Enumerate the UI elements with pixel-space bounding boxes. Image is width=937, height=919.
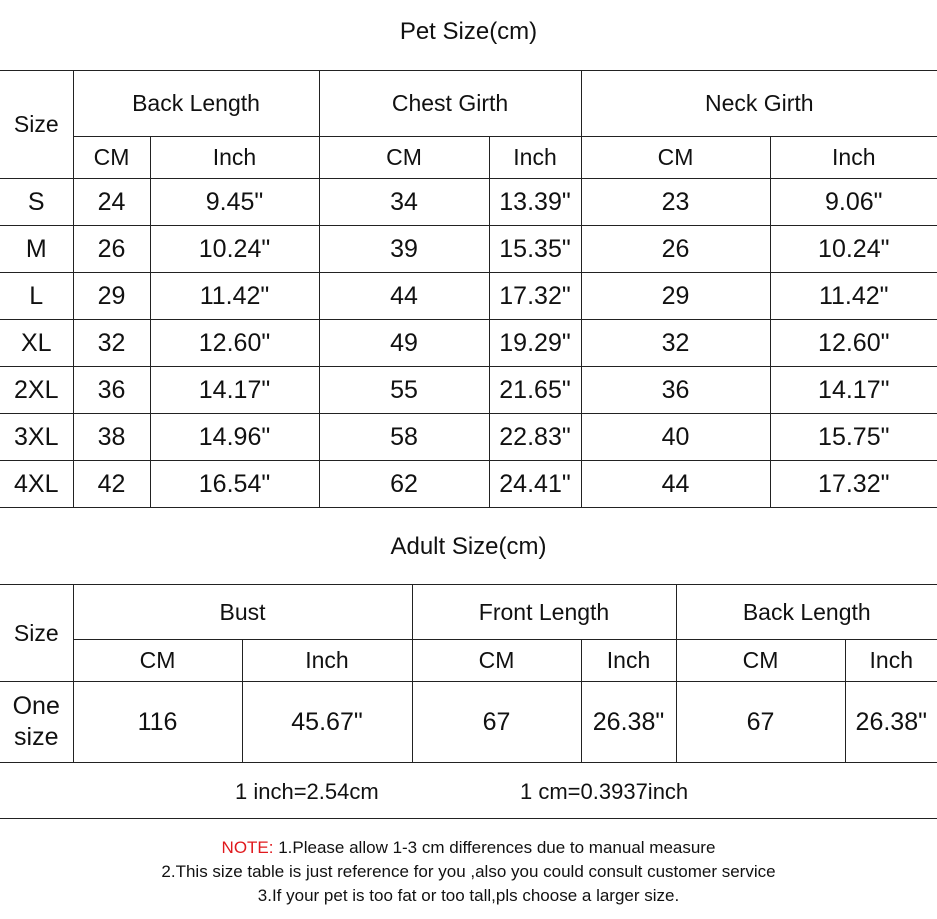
size-cell: XL (0, 320, 73, 367)
table-row (0, 179, 937, 226)
value-cell: 21.65" (489, 367, 581, 414)
value-cell: 58 (319, 414, 489, 461)
value-cell: 14.96" (150, 414, 319, 461)
pet-group-back-length: Back Length (73, 71, 319, 137)
value-cell: 11.42" (770, 273, 937, 320)
value-cell: 36 (73, 367, 150, 414)
cm-to-inch-text: 1 cm=0.3937inch (520, 779, 689, 804)
value-cell: 45.67" (242, 682, 412, 763)
value-cell: 40 (581, 414, 770, 461)
size-cell (0, 682, 73, 763)
pet-unit-inch: Inch (489, 137, 581, 179)
value-cell: 26.38" (581, 682, 676, 763)
value-cell: 26 (581, 226, 770, 273)
value-cell: 55 (319, 367, 489, 414)
adult-group-back-length: Back Length (676, 585, 937, 640)
table-row (0, 226, 937, 273)
value-cell: 26.38" (845, 682, 937, 763)
table-row (0, 367, 937, 414)
note-line-3: 3.If your pet is too fat or too tall,pls choose a larger size. (257, 886, 680, 905)
adult-size-header: Size (0, 585, 73, 682)
value-cell: 24.41" (489, 461, 581, 508)
adult-group-front-length: Front Length (412, 585, 676, 640)
table-row (0, 461, 937, 508)
value-cell: 44 (319, 273, 489, 320)
table-row (0, 320, 937, 367)
pet-unit-cm: CM (73, 137, 150, 179)
notes-block (0, 836, 937, 908)
pet-group-neck-girth: Neck Girth (581, 71, 937, 137)
value-cell: 9.45" (150, 179, 319, 226)
note-line-1 (0, 836, 937, 860)
value-cell: 17.32" (770, 461, 937, 508)
table-row (0, 414, 937, 461)
size-cell: L (0, 273, 73, 320)
value-cell: 32 (581, 320, 770, 367)
value-cell: 32 (73, 320, 150, 367)
adult-group-bust: Bust (73, 585, 412, 640)
value-cell: 10.24" (150, 226, 319, 273)
value-cell: 49 (319, 320, 489, 367)
table-row (0, 682, 937, 763)
adult-size-table (0, 584, 937, 763)
value-cell: 17.32" (489, 273, 581, 320)
value-cell: 14.17" (770, 367, 937, 414)
size-cell: 4XL (0, 461, 73, 508)
size-cell: 2XL (0, 367, 73, 414)
pet-group-header-row (0, 71, 937, 137)
pet-group-chest-girth: Chest Girth (319, 71, 581, 137)
adult-unit-cm: CM (73, 640, 242, 682)
value-cell: 12.60" (770, 320, 937, 367)
value-cell: 36 (581, 367, 770, 414)
note-line-1-text: 1.Please allow 1-3 cm differences due to manual measure (273, 838, 716, 857)
adult-unit-cm: CM (676, 640, 845, 682)
table-row (0, 273, 937, 320)
size-cell: S (0, 179, 73, 226)
value-cell: 15.75" (770, 414, 937, 461)
inch-to-cm-text: 1 inch=2.54cm (235, 779, 379, 804)
value-cell: 11.42" (150, 273, 319, 320)
value-cell: 19.29" (489, 320, 581, 367)
pet-unit-cm: CM (581, 137, 770, 179)
pet-size-header: Size (0, 71, 73, 179)
pet-size-table (0, 70, 937, 508)
value-cell: 26 (73, 226, 150, 273)
note-prefix: NOTE: (221, 838, 274, 857)
adult-unit-inch: Inch (581, 640, 676, 682)
adult-unit-inch: Inch (845, 640, 937, 682)
adult-unit-header-row (0, 640, 937, 682)
pet-unit-inch: Inch (150, 137, 319, 179)
value-cell: 15.35" (489, 226, 581, 273)
size-cell: M (0, 226, 73, 273)
value-cell: 16.54" (150, 461, 319, 508)
value-cell: 29 (581, 273, 770, 320)
value-cell: 23 (581, 179, 770, 226)
conversion-row (0, 764, 937, 819)
adult-group-header-row (0, 585, 937, 640)
adult-unit-inch: Inch (242, 640, 412, 682)
pet-unit-cm: CM (319, 137, 489, 179)
value-cell: 44 (581, 461, 770, 508)
size-line-two: size (14, 723, 59, 751)
value-cell: 22.83" (489, 414, 581, 461)
value-cell: 29 (73, 273, 150, 320)
note-line-2: 2.This size table is just reference for you ,also you could consult customer service (161, 862, 776, 881)
adult-size-title: Adult Size(cm) (390, 533, 547, 560)
size-cell: 3XL (0, 414, 73, 461)
value-cell: 12.60" (150, 320, 319, 367)
value-cell: 34 (319, 179, 489, 226)
pet-unit-inch: Inch (770, 137, 937, 179)
value-cell: 24 (73, 179, 150, 226)
value-cell: 9.06" (770, 179, 937, 226)
value-cell: 116 (73, 682, 242, 763)
value-cell: 13.39" (489, 179, 581, 226)
value-cell: 62 (319, 461, 489, 508)
size-line-one: One (12, 692, 60, 720)
pet-size-title: Pet Size(cm) (399, 18, 538, 45)
pet-unit-header-row (0, 137, 937, 179)
value-cell: 14.17" (150, 367, 319, 414)
value-cell: 67 (676, 682, 845, 763)
value-cell: 39 (319, 226, 489, 273)
value-cell: 67 (412, 682, 581, 763)
value-cell: 38 (73, 414, 150, 461)
value-cell: 42 (73, 461, 150, 508)
value-cell: 10.24" (770, 226, 937, 273)
adult-unit-cm: CM (412, 640, 581, 682)
